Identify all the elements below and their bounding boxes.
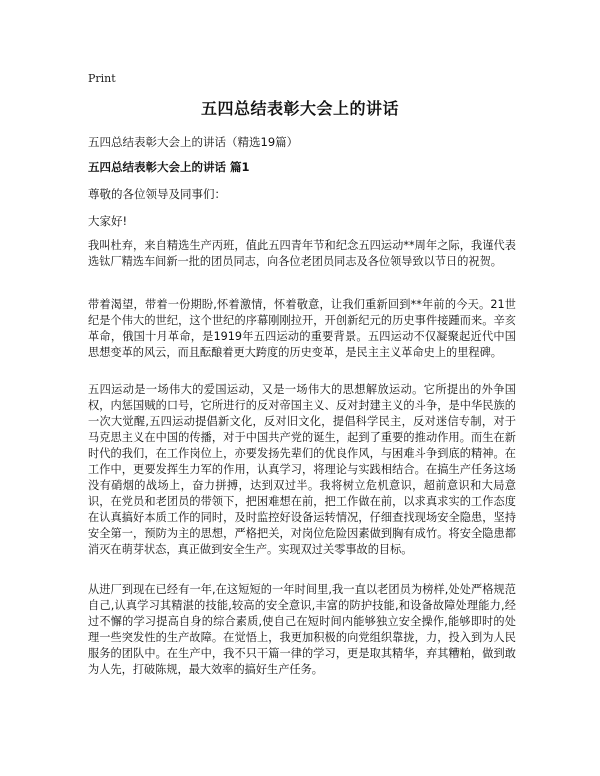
salutation: 尊敬的各位领导及同事们：	[88, 187, 226, 201]
paragraph-history: 带着渴望，带着一份期盼,怀着激情，怀着敬意，让我们重新回到**年前的今天。21世纪是个伟大的世纪，这个世纪的序幕刚刚拉开，开创新纪元的历史事件接踵而来。辛亥革命，俄国十月革命，是1919年五四运动的重要背景。五四运动不仅凝聚起近代中国思想变革的风云，而且酝酿着更大跨度的历史变革，是民主主义革命史上的里程碑。	[88, 298, 516, 359]
section-heading: 五四总结表彰大会上的讲话 篇1	[88, 160, 250, 174]
paragraph-intro: 我叫杜弃，来自精选生产丙班，值此五四青年节和纪念五四运动**周年之际，我谨代表选钛厂精选车间新一批的团员同志，向各位老团员同志及各位领导致以节日的祝贺。	[88, 239, 516, 268]
document-subtitle: 五四总结表彰大会上的讲话（精选19篇）	[88, 135, 299, 149]
paragraph-year-review: 从进厂到现在已经有一年,在这短短的一年时间里,我一直以老团员为榜样,处处严格规范自己,认真学习其精湛的技能,较高的安全意识,丰富的防护技能,和设备故障处理能力,经过不懈的学习提高自身的综合素质,使自己在短时间内能够独立安全操作,能够即时的处理一些突发性的生产故障。在觉悟上，我更加积极的向党组织靠拢，力，投入到为人民服务的团队中。在生产中，我不只干篇一律的学习，更是取其精华，弃其糟粕，做到敢为人先，打破陈规，最大效率的搞好生产任务。	[88, 583, 516, 676]
print-link[interactable]: Print	[88, 72, 116, 85]
greeting-hello: 大家好!	[88, 214, 128, 228]
paragraph-may-fourth: 五四运动是一场伟大的爱国运动，又是一场伟大的思想解放运动。它所提出的外争国权，内惩国贼的口号，它所进行的反对帝国主义、反对封建主义的斗争，是中华民族的一次大觉醒,五四运动提倡新文化，反对旧文化，提倡科学民主，反对迷信专制，对于马克思主义在中国的传播，对于中国共产党的诞生，起到了重要的推动作用。而生在新时代的我们，在工作岗位上，亦要发扬先辈们的优良作风，与困难斗争到底的精神。在工作中，更要发挥生力军的作用，认真学习，将理论与实践相结合。在搞生产任务这场没有硝烟的战场上，奋力拼搏，达到双过半。我将树立危机意识，超前意识和大局意识，在党员和老团员的带领下，把困难想在前，把工作做在前，以求真求实的工作态度在认真搞好本质工作的同时，及时监控好设备运转情况，仔细查找现场安全隐患，坚持安全第一，预防为主的思想，严格把关，对岗位危险因素做到胸有成竹。将安全隐患都消灭在萌芽状态，真正做到安全生产。实现双过关零事故的目标。	[88, 383, 516, 556]
document-title: 五四总结表彰大会上的讲话	[200, 99, 399, 118]
